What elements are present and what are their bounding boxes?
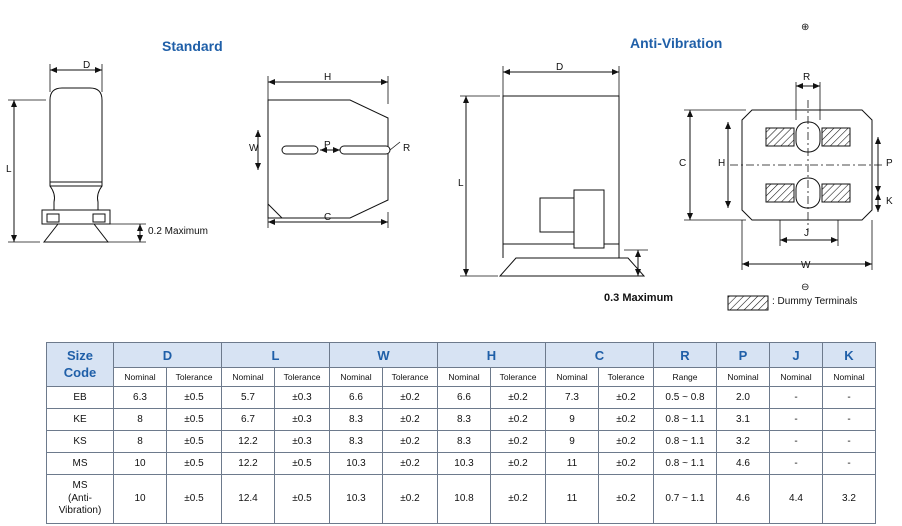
cell-L-nominal: 6.7 [222,409,275,431]
cell-P-nominal: 4.6 [717,475,770,524]
cell-D-nominal: 8 [114,409,167,431]
subheader-L-nominal: Nominal [222,368,275,387]
cell-K-nominal: - [823,431,876,453]
label-av-D: D [556,62,564,73]
header-group-R: R [654,343,717,368]
cell-L-tolerance: ±0.3 [275,431,330,453]
cell-K-nominal: - [823,453,876,475]
header-group-C: C [546,343,654,368]
dimensions-table [46,342,876,524]
cell-W-nominal: 6.6 [330,387,383,409]
cell-C-tolerance: ±0.2 [599,387,654,409]
subheader-W-tolerance: Tolerance [383,368,438,387]
header-group-K: K [823,343,876,368]
subheader-R-range: Range [654,368,717,387]
table-row [47,475,876,524]
table-head [47,343,876,387]
label-standard-L: L [6,164,12,175]
cell-K-nominal: 3.2 [823,475,876,524]
cell-W-nominal: 8.3 [330,431,383,453]
cell-J-nominal: - [770,453,823,475]
cell-J-nominal: - [770,409,823,431]
cell-K-nominal: - [823,409,876,431]
cell-C-nominal: 11 [546,475,599,524]
subheader-W-nominal: Nominal [330,368,383,387]
cell-H-nominal: 8.3 [438,431,491,453]
header-group-J: J [770,343,823,368]
cell-W-tolerance: ±0.2 [383,409,438,431]
cell-H-tolerance: ±0.2 [491,431,546,453]
row-code-line3: Vibration) [58,505,102,517]
cell-L-nominal: 12.2 [222,431,275,453]
label-av-K: K [886,196,893,207]
cell-H-nominal: 10.8 [438,475,491,524]
cell-H-nominal: 6.6 [438,387,491,409]
cell-W-tolerance: ±0.2 [383,387,438,409]
cell-W-nominal: 8.3 [330,409,383,431]
label-av-P: P [886,158,893,169]
subheader-P-nominal: Nominal [717,368,770,387]
cell-R-range: 0.8 ~ 1.1 [654,431,717,453]
cell-J-nominal: - [770,431,823,453]
label-bottom-C: C [324,212,332,223]
cell-W-nominal: 10.3 [330,475,383,524]
cell-W-nominal: 10.3 [330,453,383,475]
label-av-J: J [804,228,809,239]
cell-W-tolerance: ±0.2 [383,431,438,453]
cell-H-nominal: 8.3 [438,409,491,431]
subheader-H-nominal: Nominal [438,368,491,387]
cell-P-nominal: 2.0 [717,387,770,409]
header-group-P: P [717,343,770,368]
row-code-line2: (Anti- [68,492,92,504]
table-row [47,409,876,431]
row-code: MS [47,453,114,475]
cell-R-range: 0.5 ~ 0.8 [654,387,717,409]
cell-L-nominal: 5.7 [222,387,275,409]
cell-K-nominal: - [823,387,876,409]
cell-D-tolerance: ±0.5 [167,453,222,475]
label-standard-D: D [83,60,91,71]
cell-J-nominal: - [770,387,823,409]
subheader-C-nominal: Nominal [546,368,599,387]
cell-H-tolerance: ±0.2 [491,475,546,524]
cell-P-nominal: 3.1 [717,409,770,431]
table-head-groups [47,343,876,368]
cell-D-nominal: 6.3 [114,387,167,409]
label-bottom-P: P [324,140,331,151]
header-group-L: L [222,343,330,368]
cell-R-range: 0.8 ~ 1.1 [654,409,717,431]
cell-P-nominal: 4.6 [717,453,770,475]
label-bottom-R: R [403,143,411,154]
cell-C-nominal: 9 [546,431,599,453]
cell-C-nominal: 11 [546,453,599,475]
subheader-D-tolerance: Tolerance [167,368,222,387]
cell-C-tolerance: ±0.2 [599,431,654,453]
cell-D-nominal: 10 [114,475,167,524]
cell-D-tolerance: ±0.5 [167,475,222,524]
cell-D-tolerance: ±0.5 [167,431,222,453]
subheader-C-tolerance: Tolerance [599,368,654,387]
cell-H-tolerance: ±0.2 [491,387,546,409]
cell-W-tolerance: ±0.2 [383,475,438,524]
label-bottom-W: W [249,143,259,154]
polarity-plus-icon: ⊕ [801,22,810,33]
cell-C-nominal: 7.3 [546,387,599,409]
cell-C-tolerance: ±0.2 [599,453,654,475]
cell-L-tolerance: ±0.3 [275,409,330,431]
table-body [47,387,876,524]
table-row [47,431,876,453]
cell-C-tolerance: ±0.2 [599,475,654,524]
subheader-L-tolerance: Tolerance [275,368,330,387]
cell-R-range: 0.8 ~ 1.1 [654,453,717,475]
dimensions-table-wrap [46,342,876,524]
label-standard-max: 0.2 Maximum [148,226,209,237]
cell-C-tolerance: ±0.2 [599,409,654,431]
label-av-R: R [803,72,811,83]
legend-dummy-terminals: : Dummy Terminals [772,296,858,307]
cell-R-range: 0.7 ~ 1.1 [654,475,717,524]
cell-L-tolerance: ±0.5 [275,475,330,524]
table-row [47,387,876,409]
label-bottom-H: H [324,72,332,83]
label-av-C: C [679,158,687,169]
label-av-H: H [718,158,726,169]
panel-title-standard: Standard [162,38,223,54]
cell-L-tolerance: ±0.3 [275,387,330,409]
cell-J-nominal: 4.4 [770,475,823,524]
cell-D-tolerance: ±0.5 [167,409,222,431]
cell-H-tolerance: ±0.2 [491,409,546,431]
cell-D-nominal: 8 [114,431,167,453]
polarity-minus-icon: ⊖ [801,282,810,293]
header-size-line2: Code [63,364,97,380]
table-head-sub [47,368,876,387]
table-row [47,453,876,475]
cell-L-nominal: 12.4 [222,475,275,524]
cell-P-nominal: 3.2 [717,431,770,453]
row-code: EB [47,387,114,409]
header-size-line1: Size [66,348,93,364]
row-code-line1: MS [72,480,88,492]
label-av-W: W [801,260,811,271]
header-group-W: W [330,343,438,368]
subheader-K-nominal: Nominal [823,368,876,387]
row-code [47,475,114,524]
row-code: KE [47,409,114,431]
header-group-D: D [114,343,222,368]
subheader-H-tolerance: Tolerance [491,368,546,387]
cell-D-tolerance: ±0.5 [167,387,222,409]
header-size-code [47,343,114,387]
row-code: KS [47,431,114,453]
cell-L-nominal: 12.2 [222,453,275,475]
cell-H-nominal: 10.3 [438,453,491,475]
cell-L-tolerance: ±0.5 [275,453,330,475]
subheader-D-nominal: Nominal [114,368,167,387]
label-av-L: L [458,178,464,189]
cell-D-nominal: 10 [114,453,167,475]
subheader-J-nominal: Nominal [770,368,823,387]
cell-W-tolerance: ±0.2 [383,453,438,475]
cell-C-nominal: 9 [546,409,599,431]
cell-H-tolerance: ±0.2 [491,453,546,475]
panel-title-anti-vibration: Anti-Vibration [630,35,723,51]
header-group-H: H [438,343,546,368]
label-av-max: 0.3 Maximum [604,292,674,304]
